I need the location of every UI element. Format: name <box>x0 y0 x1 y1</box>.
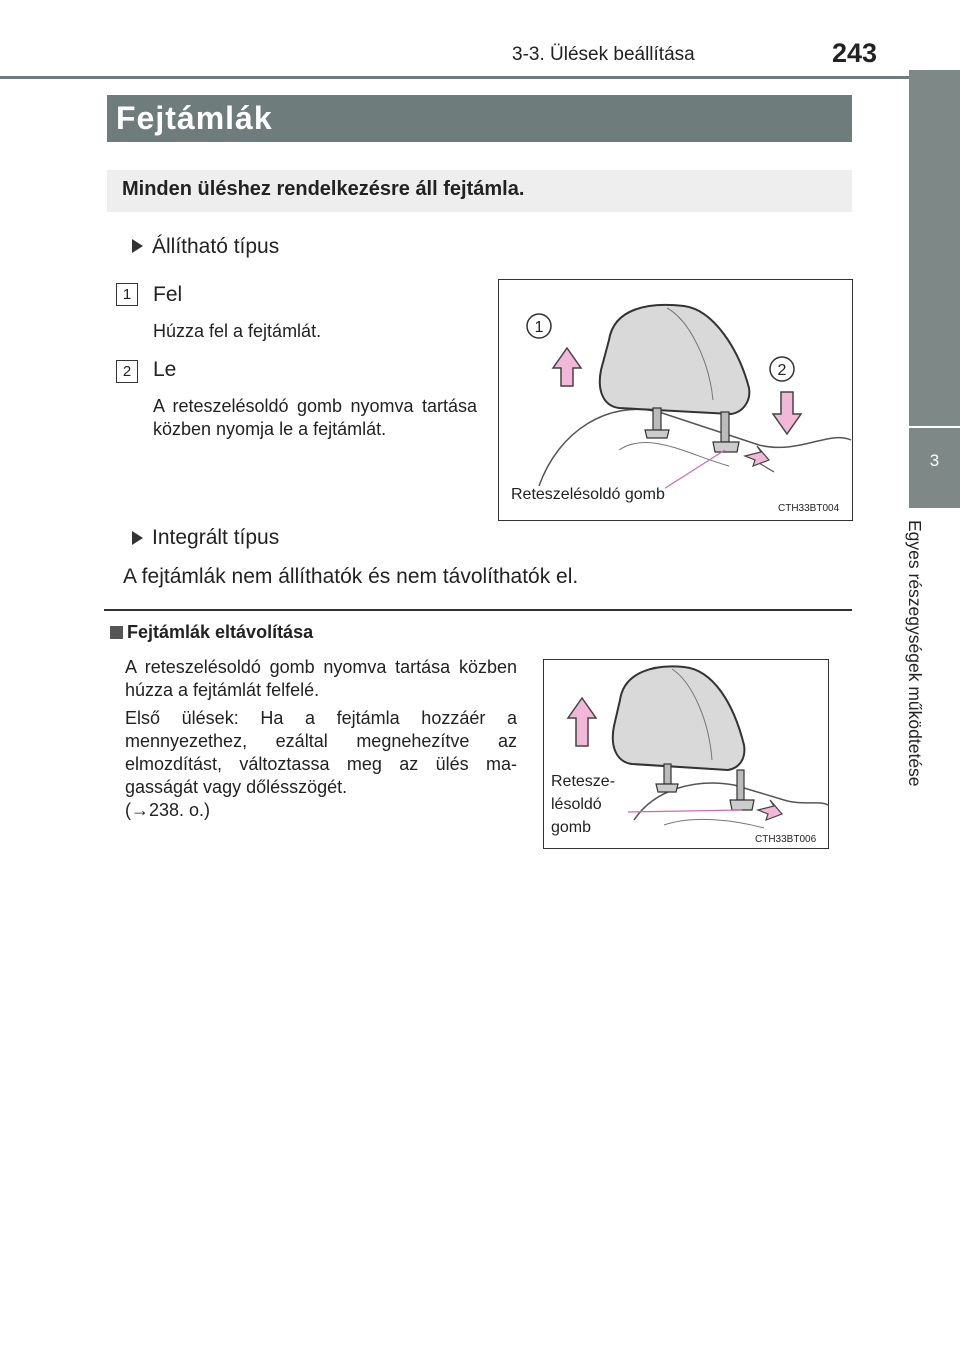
title-bar <box>107 95 852 142</box>
step-label-up: Fel <box>153 283 183 306</box>
section-divider <box>104 609 852 611</box>
figure-headrest-removal <box>543 659 829 849</box>
step-text-down: A reteszelésoldó gomb nyomva tartása közben nyomja le a fejtámlát. <box>153 396 477 439</box>
triangle-bullet-icon <box>132 531 143 545</box>
callout-text-2: 2 <box>777 362 787 379</box>
lead-text: Minden üléshez rendelkezésre áll fejtámla. <box>122 178 525 200</box>
label-line-3: gomb <box>551 819 592 836</box>
running-section-title: 3-3. Ülések beállítása <box>512 44 695 65</box>
figure-code-2: CTH33BT006 <box>755 834 817 845</box>
page-number: 243 <box>832 38 878 68</box>
side-tab-bar <box>909 70 960 426</box>
step-number-2: 2 <box>116 360 138 383</box>
removal-para-1: A reteszelésoldó gomb nyomva tartása közben húzza a fejtámlát felfelé. <box>125 657 517 700</box>
removal-heading: Fejtámlák eltávolítása <box>127 622 314 642</box>
adjustable-heading: Állítható típus <box>152 235 280 258</box>
chapter-number-tab: 3 <box>909 428 960 508</box>
figure-adjustable-headrest <box>498 279 853 521</box>
step-number-1: 1 <box>116 283 138 306</box>
lead-box <box>107 170 852 212</box>
release-button-label-2 <box>551 770 615 839</box>
figure-code: CTH33BT004 <box>778 503 840 514</box>
header-rule <box>0 76 960 79</box>
label-line-2: lésoldó <box>551 796 602 813</box>
step-text-up: Húzza fel a fejtámlát. <box>153 321 322 341</box>
integrated-heading: Integrált típus <box>152 526 280 549</box>
label-line-1: Retesze- <box>551 773 616 790</box>
square-bullet-icon <box>110 626 123 639</box>
integrated-text: A fejtámlák nem állíthatók és nem távolíthatók el. <box>123 565 579 588</box>
chapter-title: Egyes részegységek működtetése <box>905 520 925 787</box>
page-title: Fejtámlák <box>116 100 273 136</box>
headrest-illustration-1 <box>499 280 852 520</box>
page-reference: (→238. o.) <box>125 800 211 820</box>
step-label-down: Le <box>153 358 177 381</box>
removal-para-2: Első ülések: Ha a fejtámla hozzáér a mennyezethez, ezáltal megnehezítve az elmozdítást, változtassa meg az ülés magasságát vagy dőlésszögét. <box>125 708 517 797</box>
triangle-bullet-icon <box>132 239 143 253</box>
chapter-title-vertical <box>895 520 935 820</box>
callout-text-1: 1 <box>534 319 544 336</box>
release-button-label: Reteszelésoldó gomb <box>511 486 665 503</box>
